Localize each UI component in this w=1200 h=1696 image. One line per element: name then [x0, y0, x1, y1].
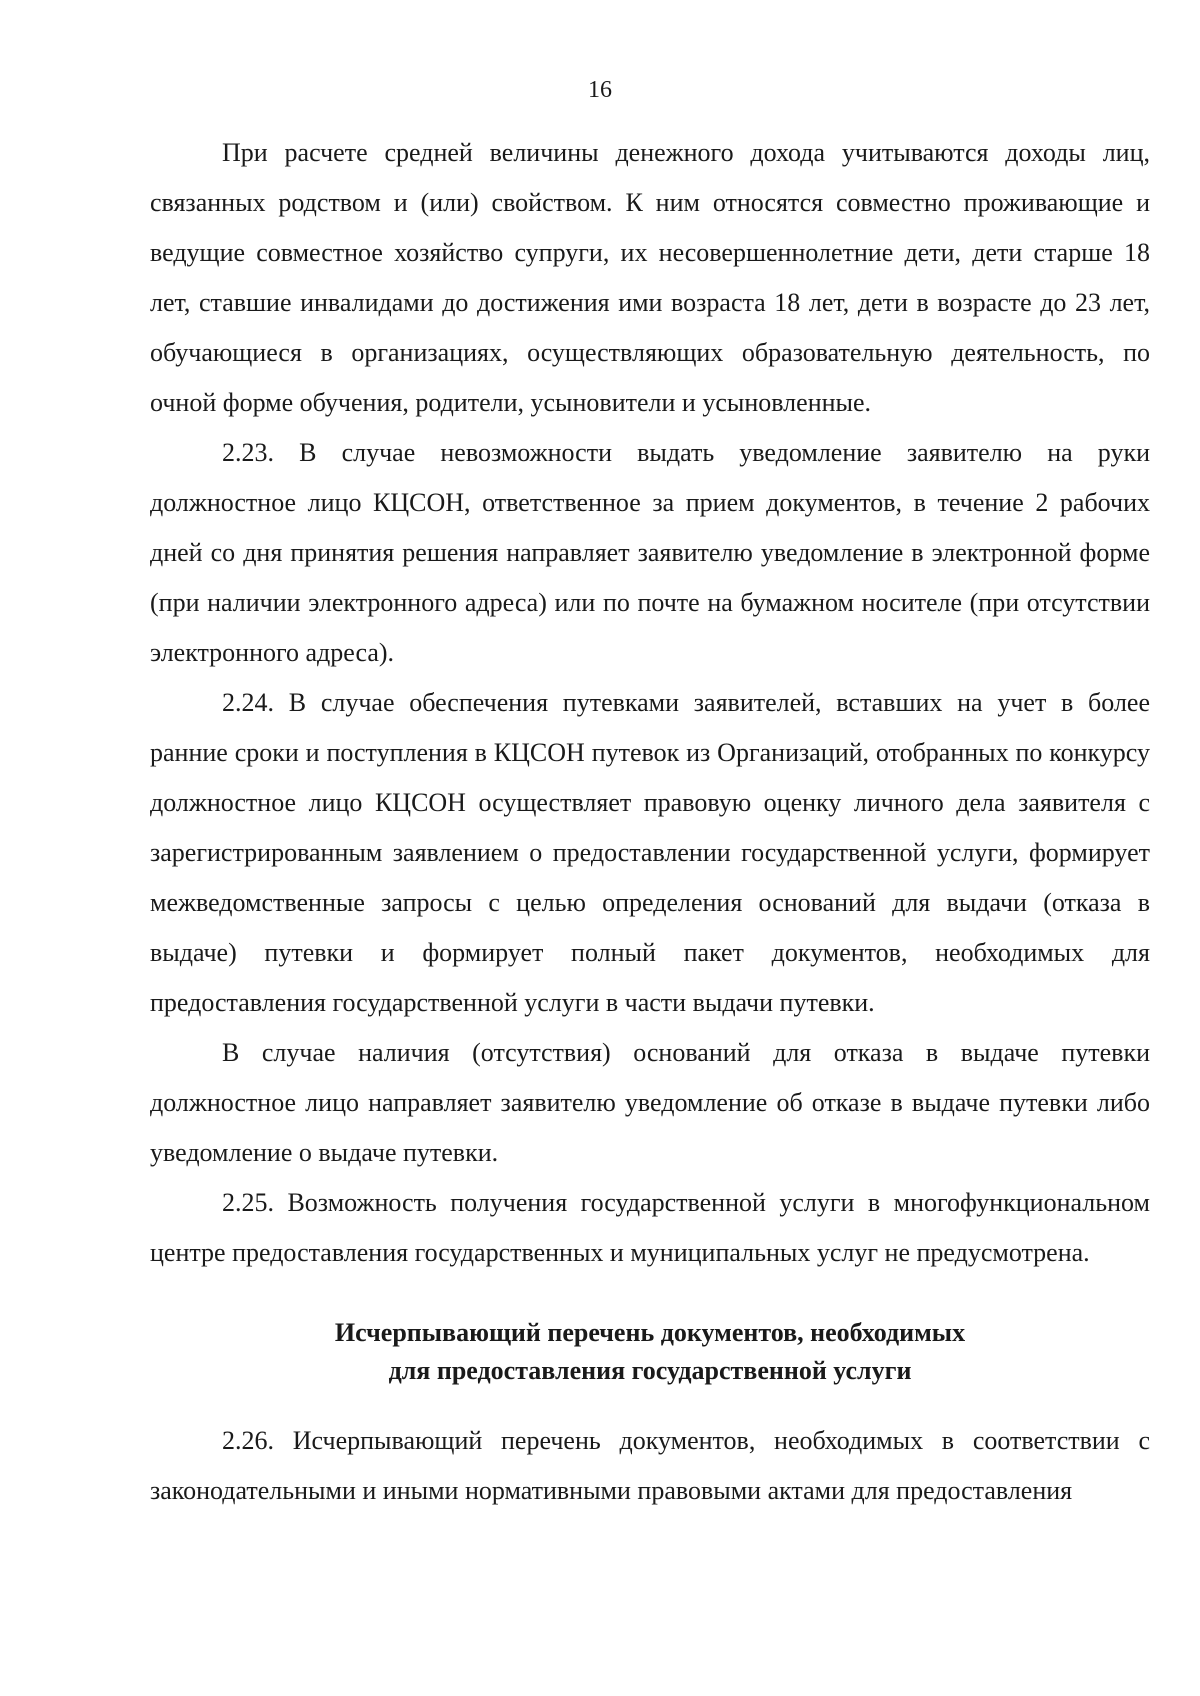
- paragraph-2-24: 2.24. В случае обеспечения путевками заявителей, вставших на учет в более ранние сроки и поступления в КЦСОН путевок из Организаций, отобранных по конкурсу должностное лицо КЦСОН осуществляет правовую оценку личного дела заявителя с зарегистрированным заявлением о предоставлении государственной услуги, формирует межведомственные запросы с целью определения оснований для выдачи (отказа в выдаче) путевки и формирует полный пакет документов, необходимых для предоставления государственной услуги в части выдачи путевки.: [150, 688, 1150, 1017]
- paragraph-refusal-notice: В случае наличия (отсутствия) оснований для отказа в выдаче путевки должностное лицо направляет заявителю уведомление об отказе в выдаче путевки либо уведомление о выдаче путевки.: [150, 1038, 1150, 1167]
- paragraph-2-25: 2.25. Возможность получения государственной услуги в многофункциональном центре предоставления государственных и муниципальных услуг не предусмотрена.: [150, 1188, 1150, 1267]
- section-heading-line-1: Исчерпывающий перечень документов, необходимых: [334, 1318, 966, 1347]
- document-body: [150, 128, 1150, 1516]
- paragraph-2-23: 2.23. В случае невозможности выдать уведомление заявителю на руки должностное лицо КЦСОН, ответственное за прием документов, в течение 2 рабочих дней со дня принятия решения направляет заявителю уведомление в электронной форме (при наличии электронного адреса) или по почте на бумажном носителе (при отсутствии электронного адреса).: [150, 438, 1150, 667]
- page-number: 16: [588, 77, 612, 103]
- paragraph-income-calculation: При расчете средней величины денежного дохода учитываются доходы лиц, связанных родством и (или) свойством. К ним относятся совместно проживающие и ведущие совместное хозяйство супруги, их несовершеннолетние дети, дети старше 18 лет, ставшие инвалидами до достижения ими возраста 18 лет, дети в возрасте до 23 лет, обучающиеся в организациях, осуществляющих образовательную деятельность, по очной форме обучения, родители, усыновители и усыновленные.: [150, 138, 1150, 417]
- paragraph-2-26: 2.26. Исчерпывающий перечень документов, необходимых в соответствии с законодательными и иными нормативными правовыми актами для предоставления: [150, 1426, 1150, 1505]
- section-heading-line-2: для предоставления государственной услуги: [388, 1356, 912, 1385]
- section-heading: [150, 1314, 1150, 1390]
